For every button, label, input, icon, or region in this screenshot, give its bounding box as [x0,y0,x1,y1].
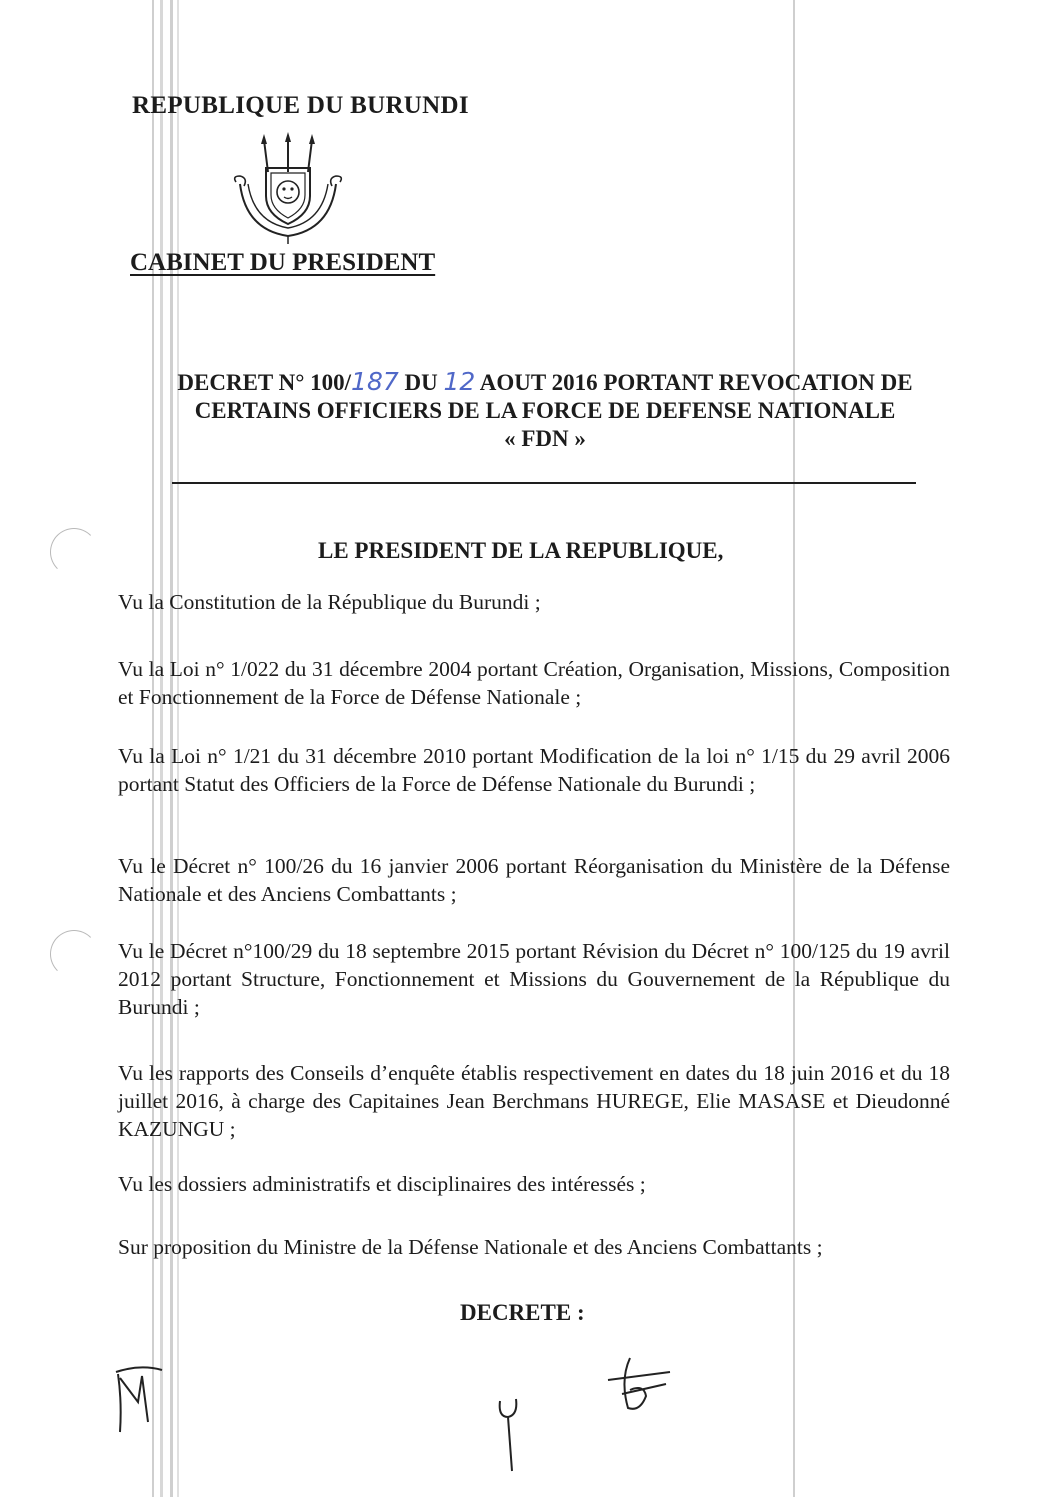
handwritten-decree-number: 187 [351,367,399,396]
office-heading: CABINET DU PRESIDENT [130,249,436,276]
decree-title-line2: CERTAINS OFFICIERS DE LA FORCE DE DEFENSE NATIONALE [194,398,896,423]
consideration-decret-2015: Vu le Décret n°100/29 du 18 septembre 2015 portant Révision du Décret n° 100/125 du 19 avril 2012 portant Structure, Fonctionnement et Missions du Gouvernement de la République du Burundi ; [118,939,950,1019]
decree-title [120,368,970,453]
consideration-loi-2010: Vu la Loi n° 1/21 du 31 décembre 2010 portant Modification de la loi n° 1/15 du 29 avril 2006 portant Statut des Officiers de la Force de Défense Nationale du Burundi ; [118,744,950,796]
decree-title-line1 [120,368,970,397]
consideration-loi-2004: Vu la Loi n° 1/022 du 31 décembre 2004 portant Création, Organisation, Missions, Composition et Fonctionnement de la Force de Défense Nationale ; [118,657,950,709]
punch-hole [50,930,98,978]
preamble-heading: LE PRESIDENT DE LA REPUBLIQUE, [318,538,724,563]
title-divider [172,482,916,484]
decree-operative-word: DECRETE : [460,1300,585,1325]
consideration-constitution: Vu la Constitution de la République du Burundi ; [118,590,541,614]
decree-du: DU [398,370,444,395]
handwritten-decree-day: 12 [443,367,476,396]
consideration-decret-2006: Vu le Décret n° 100/26 du 16 janvier 2006 portant Réorganisation du Ministère de la Défense Nationale et des Anciens Combattants ; [118,854,950,906]
consideration-rapports: Vu les rapports des Conseils d’enquête établis respectivement en dates du 18 juin 2016 et du 18 juillet 2016, à charge des Capitaines Jean Berchmans HUREGE, Elie MASASE et Dieudonné KAZUNGU ; [118,1061,950,1141]
handwritten-initial-left [110,1362,170,1442]
consideration-proposition: Sur proposition du Ministre de la Défense Nationale et des Anciens Combattants ; [118,1235,823,1259]
national-emblem [226,132,350,244]
consideration-dossiers: Vu les dossiers administratifs et disciplinaires des intéressés ; [118,1172,646,1196]
handwritten-initial-right [600,1350,680,1420]
decree-prefix: DECRET N° 100/ [177,370,352,395]
punch-hole [50,528,98,576]
country-heading: REPUBLIQUE DU BURUNDI [132,92,469,119]
handwritten-initial-middle [490,1395,530,1475]
decree-title-line3: « FDN » [504,426,586,451]
decree-title-suffix: AOUT 2016 PORTANT REVOCATION DE [475,370,913,395]
